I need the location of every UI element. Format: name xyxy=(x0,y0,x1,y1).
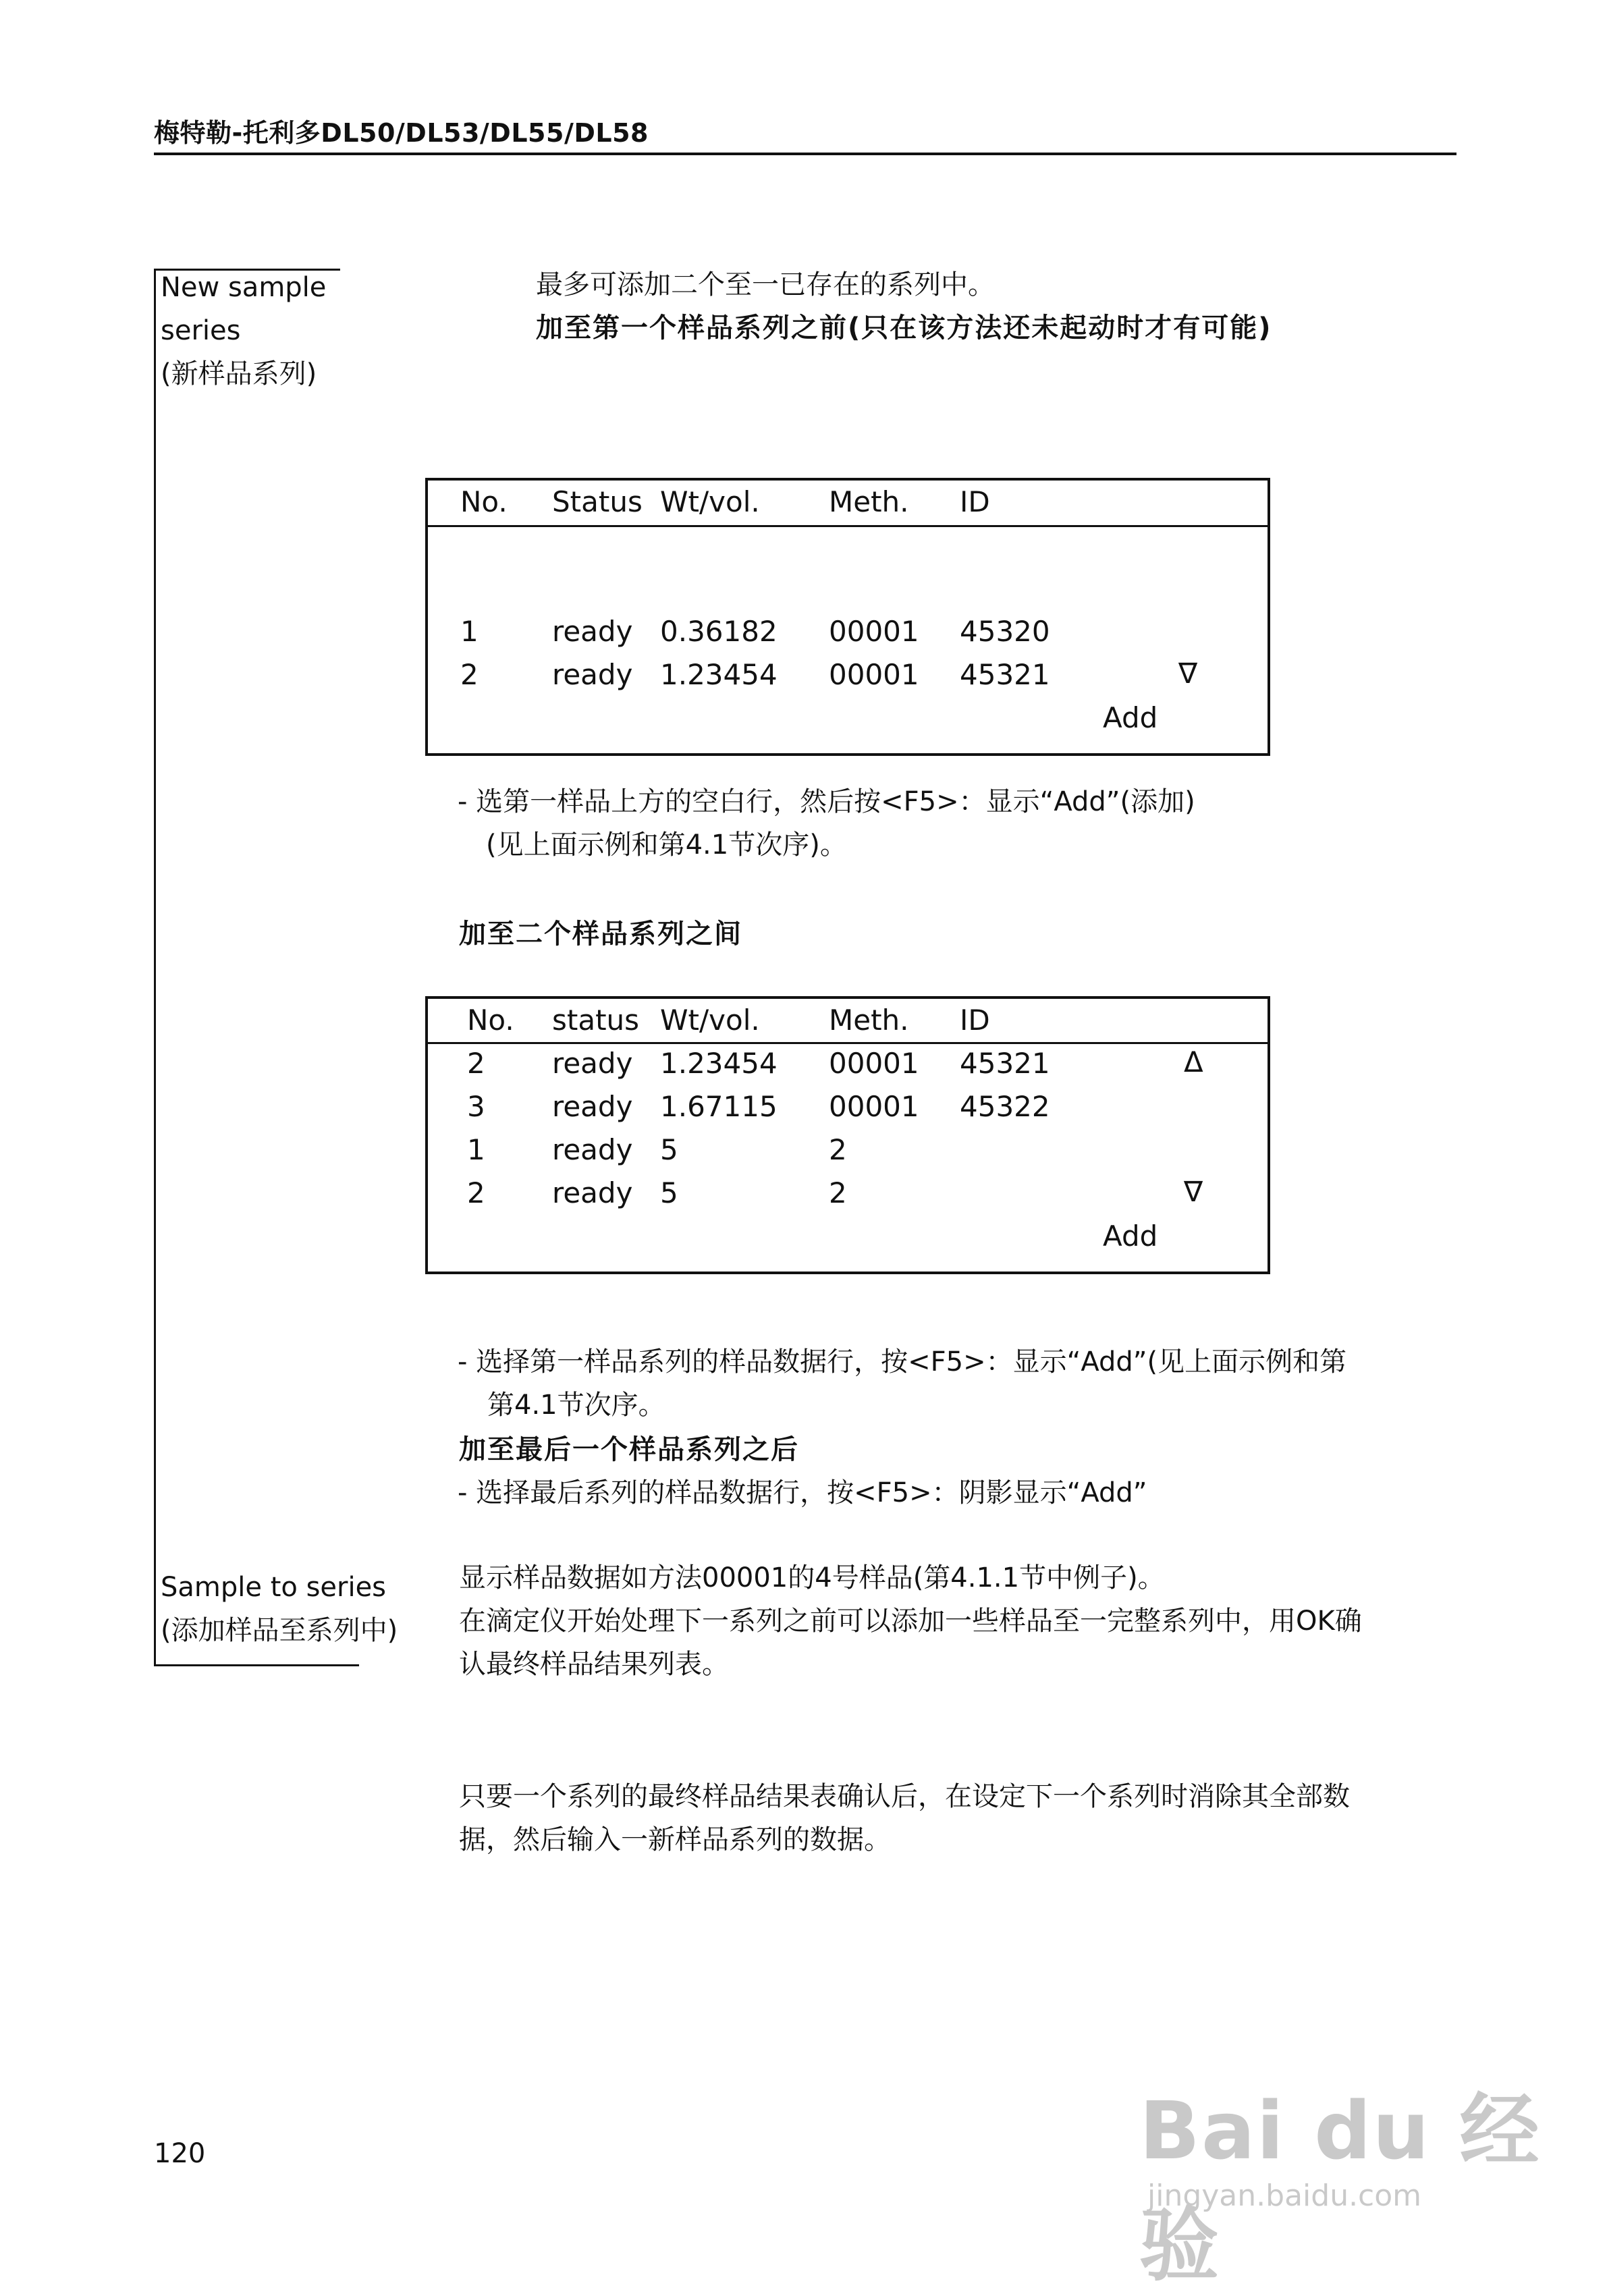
cell-id: 45320 xyxy=(960,615,1050,648)
side-label-new-sample xyxy=(161,266,326,395)
side-label-line: New sample xyxy=(161,272,327,303)
cell-id: 45321 xyxy=(960,1047,1050,1080)
cell-id: 45322 xyxy=(960,1090,1050,1123)
side-label-line: Sample to series xyxy=(161,1572,387,1603)
column-header: Status xyxy=(552,485,643,518)
cell-meth: 00001 xyxy=(829,658,919,691)
cell-meth: 00001 xyxy=(829,1090,919,1123)
section-heading: 加至最后一个样品系列之后 xyxy=(459,1434,799,1465)
cell-no: 1 xyxy=(467,1133,485,1166)
column-header: ID xyxy=(960,1004,990,1037)
cell-wtvol: 0.36182 xyxy=(660,615,778,648)
column-header: status xyxy=(552,1004,640,1037)
side-label-rule xyxy=(154,753,156,1666)
cell-no: 2 xyxy=(467,1047,485,1080)
cell-status: ready xyxy=(552,1176,633,1209)
body-text: 显示样品数据如方法00001的4号样品(第4.1.1节中例子)。 xyxy=(459,1562,1165,1593)
column-header: No. xyxy=(460,485,508,518)
body-text: 在滴定仪开始处理下一系列之前可以添加一些样品至一完整系列中，用OK确 xyxy=(459,1606,1362,1637)
add-softkey-label[interactable]: Add xyxy=(1103,1220,1158,1253)
section-heading: 加至第一个样品系列之前(只在该方法还未起动时才有可能) xyxy=(536,312,1272,344)
cell-status: ready xyxy=(552,658,633,691)
side-label-sample-to-series xyxy=(161,1566,398,1652)
baidu-jingyan-watermark-logo: Bai du 经验 xyxy=(1139,2084,1541,2292)
cell-status: ready xyxy=(552,1047,633,1080)
cell-id: 45321 xyxy=(960,658,1050,691)
side-label-bottom-rule xyxy=(154,1664,359,1666)
header-rule xyxy=(154,153,1456,155)
cell-no: 2 xyxy=(460,658,479,691)
cell-status: ready xyxy=(552,615,633,648)
cell-wtvol: 5 xyxy=(660,1133,678,1166)
column-header: Wt/vol. xyxy=(660,485,760,518)
watermark-url: jingyan.baidu.com xyxy=(1147,2179,1422,2213)
instruction-text: 第4.1节次序。 xyxy=(487,1390,665,1421)
running-header: 梅特勒-托利多DL50/DL53/DL55/DL58 xyxy=(154,118,649,148)
cell-wtvol: 1.23454 xyxy=(660,1047,778,1080)
cell-meth: 2 xyxy=(829,1176,847,1209)
cell-status: ready xyxy=(552,1090,633,1123)
cell-meth: 2 xyxy=(829,1133,847,1166)
cell-wtvol: 1.23454 xyxy=(660,658,778,691)
body-text: 只要一个系列的最终样品结果表确认后，在设定下一个系列时消除其全部数 xyxy=(459,1781,1350,1812)
column-header: Meth. xyxy=(829,1004,909,1037)
section-heading: 加至二个样品系列之间 xyxy=(459,919,742,950)
intro-text: 最多可添加二个至一已存在的系列中。 xyxy=(536,269,995,300)
body-text: 据，然后输入一新样品系列的数据。 xyxy=(459,1824,891,1855)
column-header: Meth. xyxy=(829,485,909,518)
side-label-line: series xyxy=(161,315,241,346)
side-label-line: (新样品系列) xyxy=(161,358,317,389)
cell-wtvol: 5 xyxy=(660,1176,678,1209)
side-label-rule xyxy=(154,269,156,753)
scroll-down-icon[interactable]: ∇ xyxy=(1184,1175,1203,1208)
scroll-down-icon[interactable]: ∇ xyxy=(1178,657,1198,690)
instruction-text: (见上面示例和第4.1节次序)。 xyxy=(486,829,847,860)
scroll-up-icon[interactable]: Δ xyxy=(1184,1045,1203,1078)
instruction-text: - 选择第一样品系列的样品数据行，按<F5>：显示“Add”(见上面示例和第 xyxy=(458,1346,1347,1377)
column-header: No. xyxy=(467,1004,514,1037)
instruction-text: - 选第一样品上方的空白行，然后按<F5>：显示“Add”(添加) xyxy=(458,786,1195,817)
cell-meth: 00001 xyxy=(829,615,919,648)
page-number: 120 xyxy=(154,2138,206,2169)
cell-no: 3 xyxy=(467,1090,485,1123)
cell-wtvol: 1.67115 xyxy=(660,1090,778,1123)
side-label-line: (添加样品至系列中) xyxy=(161,1615,398,1646)
cell-no: 2 xyxy=(467,1176,485,1209)
screen-table-before-first xyxy=(425,478,1270,756)
body-text: 认最终样品结果列表。 xyxy=(459,1649,729,1680)
column-header: Wt/vol. xyxy=(660,1004,760,1037)
cell-status: ready xyxy=(552,1133,633,1166)
table-header-rule xyxy=(428,525,1268,527)
cell-no: 1 xyxy=(460,615,479,648)
cell-meth: 00001 xyxy=(829,1047,919,1080)
add-softkey-label[interactable]: Add xyxy=(1103,701,1158,734)
column-header: ID xyxy=(960,485,990,518)
screen-table-between-series xyxy=(425,996,1270,1274)
instruction-text: - 选择最后系列的样品数据行，按<F5>：阴影显示“Add” xyxy=(458,1477,1147,1508)
